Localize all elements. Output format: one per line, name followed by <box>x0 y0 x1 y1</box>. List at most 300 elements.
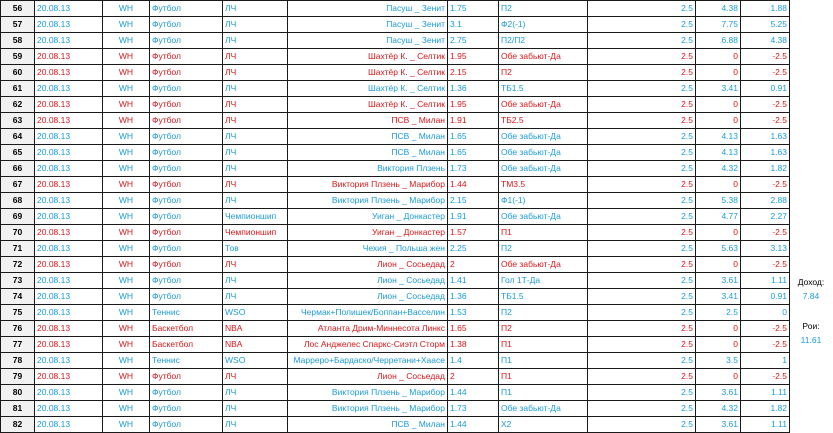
cell-bet[interactable]: П1 <box>499 369 588 385</box>
cell-stake[interactable]: 2.5 <box>588 177 696 193</box>
cell-match[interactable]: Чехия _ Польша жен <box>288 241 448 257</box>
cell-date[interactable]: 20.08.13 <box>35 113 103 129</box>
cell-odds[interactable]: 1.53 <box>448 305 499 321</box>
cell-sport[interactable]: Теннис <box>150 353 223 369</box>
cell-sport[interactable]: Футбол <box>150 1 223 17</box>
cell-profit[interactable]: 1.82 <box>741 161 790 177</box>
cell-date[interactable]: 20.08.13 <box>35 145 103 161</box>
row-number[interactable]: 79 <box>1 369 35 385</box>
cell-result[interactable]: 0 <box>696 97 741 113</box>
cell-bookmaker[interactable]: WH <box>103 257 150 273</box>
cell-profit[interactable]: 0 <box>741 305 790 321</box>
cell-match[interactable]: ПСВ _ Милан <box>288 145 448 161</box>
cell-stake[interactable]: 2.5 <box>588 193 696 209</box>
cell-odds[interactable]: 2 <box>448 369 499 385</box>
cell-profit[interactable]: 1.63 <box>741 129 790 145</box>
cell-match[interactable]: ПСВ _ Милан <box>288 113 448 129</box>
cell-date[interactable]: 20.08.13 <box>35 385 103 401</box>
cell-league[interactable]: ЛЧ <box>223 33 288 49</box>
cell-odds[interactable]: 1.65 <box>448 129 499 145</box>
cell-odds[interactable]: 2.25 <box>448 241 499 257</box>
cell-stake[interactable]: 2.5 <box>588 17 696 33</box>
cell-profit[interactable]: 2.27 <box>741 209 790 225</box>
cell-odds[interactable]: 1.75 <box>448 1 499 17</box>
cell-profit[interactable]: 5.25 <box>741 17 790 33</box>
cell-bookmaker[interactable]: WH <box>103 129 150 145</box>
cell-league[interactable]: ЛЧ <box>223 289 288 305</box>
cell-profit[interactable]: 3.13 <box>741 241 790 257</box>
cell-bet[interactable]: Ф2(-1) <box>499 17 588 33</box>
cell-date[interactable]: 20.08.13 <box>35 289 103 305</box>
cell-odds[interactable]: 1.91 <box>448 113 499 129</box>
cell-bet[interactable]: Обе забьют-Да <box>499 257 588 273</box>
cell-match[interactable]: Уиган _ Донкастер <box>288 225 448 241</box>
cell-profit[interactable]: -2.5 <box>741 257 790 273</box>
cell-league[interactable]: NBA <box>223 337 288 353</box>
cell-stake[interactable]: 2.5 <box>588 401 696 417</box>
cell-date[interactable]: 20.08.13 <box>35 81 103 97</box>
cell-league[interactable]: ЛЧ <box>223 161 288 177</box>
cell-match[interactable]: Шахтёр К. _ Селтик <box>288 81 448 97</box>
cell-league[interactable]: ЛЧ <box>223 369 288 385</box>
cell-stake[interactable]: 2.5 <box>588 417 696 433</box>
cell-stake[interactable]: 2.5 <box>588 353 696 369</box>
cell-sport[interactable]: Футбол <box>150 113 223 129</box>
cell-match[interactable]: Лион _ Сосьедад <box>288 273 448 289</box>
cell-match[interactable]: ПСВ _ Милан <box>288 129 448 145</box>
cell-odds[interactable]: 1.36 <box>448 81 499 97</box>
cell-match[interactable]: Виктория Плзень _ Марибор <box>288 385 448 401</box>
cell-sport[interactable]: Футбол <box>150 289 223 305</box>
cell-odds[interactable]: 1.57 <box>448 225 499 241</box>
cell-bookmaker[interactable]: WH <box>103 177 150 193</box>
row-number[interactable]: 56 <box>1 1 35 17</box>
cell-result[interactable]: 3.5 <box>696 353 741 369</box>
cell-stake[interactable]: 2.5 <box>588 337 696 353</box>
cell-bet[interactable]: Х2 <box>499 417 588 433</box>
cell-bookmaker[interactable]: WH <box>103 369 150 385</box>
cell-bet[interactable]: П2 <box>499 65 588 81</box>
cell-date[interactable]: 20.08.13 <box>35 209 103 225</box>
cell-result[interactable]: 3.41 <box>696 81 741 97</box>
cell-date[interactable]: 20.08.13 <box>35 225 103 241</box>
cell-sport[interactable]: Баскетбол <box>150 337 223 353</box>
cell-result[interactable]: 0 <box>696 49 741 65</box>
cell-profit[interactable]: 1.11 <box>741 417 790 433</box>
cell-stake[interactable]: 2.5 <box>588 49 696 65</box>
row-number[interactable]: 70 <box>1 225 35 241</box>
cell-date[interactable]: 20.08.13 <box>35 337 103 353</box>
cell-league[interactable]: ЛЧ <box>223 273 288 289</box>
cell-bookmaker[interactable]: WH <box>103 209 150 225</box>
cell-bookmaker[interactable]: WH <box>103 33 150 49</box>
cell-date[interactable]: 20.08.13 <box>35 417 103 433</box>
cell-result[interactable]: 4.32 <box>696 161 741 177</box>
cell-league[interactable]: ЛЧ <box>223 177 288 193</box>
cell-league[interactable]: ЛЧ <box>223 1 288 17</box>
cell-bookmaker[interactable]: WH <box>103 145 150 161</box>
cell-stake[interactable]: 2.5 <box>588 145 696 161</box>
cell-bookmaker[interactable]: WH <box>103 337 150 353</box>
cell-league[interactable]: ЛЧ <box>223 193 288 209</box>
cell-result[interactable]: 4.13 <box>696 129 741 145</box>
cell-league[interactable]: ЛЧ <box>223 49 288 65</box>
cell-bet[interactable]: П2 <box>499 305 588 321</box>
cell-date[interactable]: 20.08.13 <box>35 97 103 113</box>
cell-bet[interactable]: Обе забьют-Да <box>499 129 588 145</box>
cell-bet[interactable]: ТБ1.5 <box>499 289 588 305</box>
cell-bookmaker[interactable]: WH <box>103 193 150 209</box>
cell-profit[interactable]: 1 <box>741 353 790 369</box>
cell-sport[interactable]: Футбол <box>150 177 223 193</box>
cell-profit[interactable]: -2.5 <box>741 113 790 129</box>
cell-stake[interactable]: 2.5 <box>588 1 696 17</box>
cell-bookmaker[interactable]: WH <box>103 17 150 33</box>
cell-result[interactable]: 3.61 <box>696 385 741 401</box>
cell-bet[interactable]: Обе забьют-Да <box>499 97 588 113</box>
cell-league[interactable]: ЛЧ <box>223 65 288 81</box>
cell-league[interactable]: ЛЧ <box>223 417 288 433</box>
cell-bet[interactable]: П2 <box>499 241 588 257</box>
cell-sport[interactable]: Футбол <box>150 273 223 289</box>
cell-result[interactable]: 5.63 <box>696 241 741 257</box>
row-number[interactable]: 59 <box>1 49 35 65</box>
cell-bet[interactable]: Обе забьют-Да <box>499 209 588 225</box>
cell-result[interactable]: 3.61 <box>696 417 741 433</box>
cell-match[interactable]: Лион _ Сосьедад <box>288 369 448 385</box>
cell-result[interactable]: 5.38 <box>696 193 741 209</box>
cell-odds[interactable]: 1.65 <box>448 145 499 161</box>
cell-bookmaker[interactable]: WH <box>103 289 150 305</box>
cell-result[interactable]: 7.75 <box>696 17 741 33</box>
cell-profit[interactable]: -2.5 <box>741 337 790 353</box>
cell-bookmaker[interactable]: WH <box>103 417 150 433</box>
cell-match[interactable]: Шахтёр К. _ Селтик <box>288 49 448 65</box>
cell-sport[interactable]: Футбол <box>150 417 223 433</box>
cell-result[interactable]: 3.41 <box>696 289 741 305</box>
cell-profit[interactable]: 2.88 <box>741 193 790 209</box>
cell-league[interactable]: ЛЧ <box>223 257 288 273</box>
cell-stake[interactable]: 2.5 <box>588 161 696 177</box>
cell-match[interactable]: Шахтёр К. _ Селтик <box>288 97 448 113</box>
cell-result[interactable]: 4.77 <box>696 209 741 225</box>
cell-profit[interactable]: 0.91 <box>741 289 790 305</box>
cell-result[interactable]: 6.88 <box>696 33 741 49</box>
row-number[interactable]: 74 <box>1 289 35 305</box>
cell-stake[interactable]: 2.5 <box>588 385 696 401</box>
cell-result[interactable]: 2.5 <box>696 305 741 321</box>
cell-league[interactable]: WSO <box>223 353 288 369</box>
row-number[interactable]: 80 <box>1 385 35 401</box>
income-value[interactable]: 7.84 <box>802 291 820 301</box>
cell-stake[interactable]: 2.5 <box>588 289 696 305</box>
cell-odds[interactable]: 1.73 <box>448 161 499 177</box>
cell-stake[interactable]: 2.5 <box>588 305 696 321</box>
cell-odds[interactable]: 1.44 <box>448 417 499 433</box>
roi-value[interactable]: 11.61 <box>800 335 822 345</box>
cell-sport[interactable]: Футбол <box>150 33 223 49</box>
cell-odds[interactable]: 1.95 <box>448 97 499 113</box>
cell-profit[interactable]: -2.5 <box>741 49 790 65</box>
cell-bookmaker[interactable]: WH <box>103 81 150 97</box>
cell-bet[interactable]: Обе забьют-Да <box>499 145 588 161</box>
cell-match[interactable]: Шахтёр К. _ Селтик <box>288 65 448 81</box>
cell-sport[interactable]: Футбол <box>150 401 223 417</box>
cell-profit[interactable]: -2.5 <box>741 65 790 81</box>
cell-date[interactable]: 20.08.13 <box>35 353 103 369</box>
row-number[interactable]: 62 <box>1 97 35 113</box>
cell-sport[interactable]: Футбол <box>150 209 223 225</box>
cell-sport[interactable]: Футбол <box>150 385 223 401</box>
cell-date[interactable]: 20.08.13 <box>35 321 103 337</box>
cell-sport[interactable]: Футбол <box>150 161 223 177</box>
cell-result[interactable]: 0 <box>696 113 741 129</box>
row-number[interactable]: 63 <box>1 113 35 129</box>
cell-league[interactable]: Тов <box>223 241 288 257</box>
row-number[interactable]: 78 <box>1 353 35 369</box>
cell-stake[interactable]: 2.5 <box>588 97 696 113</box>
cell-sport[interactable]: Футбол <box>150 369 223 385</box>
cell-odds[interactable]: 1.73 <box>448 401 499 417</box>
cell-league[interactable]: ЛЧ <box>223 129 288 145</box>
cell-league[interactable]: ЛЧ <box>223 385 288 401</box>
cell-date[interactable]: 20.08.13 <box>35 33 103 49</box>
cell-league[interactable]: Чемпионшип <box>223 209 288 225</box>
cell-stake[interactable]: 2.5 <box>588 113 696 129</box>
cell-bet[interactable]: Ф1(-1) <box>499 193 588 209</box>
cell-bookmaker[interactable]: WH <box>103 353 150 369</box>
cell-odds[interactable]: 1.91 <box>448 209 499 225</box>
cell-match[interactable]: Атланта Дрим-Миннесота Линкс <box>288 321 448 337</box>
cell-result[interactable]: 3.61 <box>696 273 741 289</box>
cell-profit[interactable]: -2.5 <box>741 369 790 385</box>
cell-profit[interactable]: 1.82 <box>741 401 790 417</box>
cell-result[interactable]: 0 <box>696 369 741 385</box>
cell-bet[interactable]: П1 <box>499 385 588 401</box>
cell-match[interactable]: Пасуш _ Зенит <box>288 1 448 17</box>
cell-date[interactable]: 20.08.13 <box>35 177 103 193</box>
cell-result[interactable]: 4.38 <box>696 1 741 17</box>
cell-profit[interactable]: 4.38 <box>741 33 790 49</box>
row-number[interactable]: 64 <box>1 129 35 145</box>
cell-stake[interactable]: 2.5 <box>588 209 696 225</box>
cell-result[interactable]: 0 <box>696 337 741 353</box>
cell-bet[interactable]: П2/П2 <box>499 33 588 49</box>
row-number[interactable]: 72 <box>1 257 35 273</box>
row-number[interactable]: 75 <box>1 305 35 321</box>
cell-odds[interactable]: 2.15 <box>448 65 499 81</box>
cell-odds[interactable]: 1.4 <box>448 353 499 369</box>
cell-profit[interactable]: 1.63 <box>741 145 790 161</box>
cell-date[interactable]: 20.08.13 <box>35 401 103 417</box>
cell-date[interactable]: 20.08.13 <box>35 273 103 289</box>
cell-sport[interactable]: Футбол <box>150 145 223 161</box>
cell-match[interactable]: Пасуш _ Зенит <box>288 17 448 33</box>
cell-stake[interactable]: 2.5 <box>588 369 696 385</box>
cell-stake[interactable]: 2.5 <box>588 257 696 273</box>
cell-bet[interactable]: ТБ2.5 <box>499 113 588 129</box>
cell-date[interactable]: 20.08.13 <box>35 129 103 145</box>
cell-date[interactable]: 20.08.13 <box>35 305 103 321</box>
cell-sport[interactable]: Футбол <box>150 49 223 65</box>
cell-result[interactable]: 0 <box>696 65 741 81</box>
cell-bet[interactable]: П2 <box>499 321 588 337</box>
cell-match[interactable]: Лион _ Сосьедад <box>288 289 448 305</box>
cell-bookmaker[interactable]: WH <box>103 241 150 257</box>
cell-bookmaker[interactable]: WH <box>103 321 150 337</box>
cell-odds[interactable]: 3.1 <box>448 17 499 33</box>
cell-match[interactable]: Виктория Плзень _ Марибор <box>288 401 448 417</box>
row-number[interactable]: 67 <box>1 177 35 193</box>
cell-stake[interactable]: 2.5 <box>588 241 696 257</box>
cell-result[interactable]: 0 <box>696 257 741 273</box>
cell-odds[interactable]: 2.15 <box>448 193 499 209</box>
cell-league[interactable]: Чемпионшип <box>223 225 288 241</box>
cell-league[interactable]: NBA <box>223 321 288 337</box>
cell-match[interactable]: ПСВ _ Милан <box>288 417 448 433</box>
cell-odds[interactable]: 1.65 <box>448 321 499 337</box>
cell-profit[interactable]: -2.5 <box>741 177 790 193</box>
cell-result[interactable]: 0 <box>696 321 741 337</box>
row-number[interactable]: 58 <box>1 33 35 49</box>
cell-bet[interactable]: Обе забьют-Да <box>499 49 588 65</box>
cell-bookmaker[interactable]: WH <box>103 401 150 417</box>
cell-bookmaker[interactable]: WH <box>103 65 150 81</box>
cell-match[interactable]: Виктория Плзень <box>288 161 448 177</box>
row-number[interactable]: 77 <box>1 337 35 353</box>
cell-league[interactable]: WSO <box>223 305 288 321</box>
cell-profit[interactable]: 1.11 <box>741 385 790 401</box>
cell-stake[interactable]: 2.5 <box>588 33 696 49</box>
row-number[interactable]: 57 <box>1 17 35 33</box>
cell-bookmaker[interactable]: WH <box>103 97 150 113</box>
cell-stake[interactable]: 2.5 <box>588 273 696 289</box>
cell-date[interactable]: 20.08.13 <box>35 241 103 257</box>
cell-sport[interactable]: Футбол <box>150 257 223 273</box>
cell-bookmaker[interactable]: WH <box>103 385 150 401</box>
row-number[interactable]: 69 <box>1 209 35 225</box>
cell-stake[interactable]: 2.5 <box>588 225 696 241</box>
cell-date[interactable]: 20.08.13 <box>35 65 103 81</box>
row-number[interactable]: 71 <box>1 241 35 257</box>
cell-odds[interactable]: 1.44 <box>448 385 499 401</box>
cell-bookmaker[interactable]: WH <box>103 161 150 177</box>
cell-odds[interactable]: 1.36 <box>448 289 499 305</box>
cell-bet[interactable]: Гол 1Т-Да <box>499 273 588 289</box>
cell-match[interactable]: Пасуш _ Зенит <box>288 33 448 49</box>
row-number[interactable]: 73 <box>1 273 35 289</box>
cell-bet[interactable]: П1 <box>499 337 588 353</box>
cell-sport[interactable]: Теннис <box>150 305 223 321</box>
cell-date[interactable]: 20.08.13 <box>35 49 103 65</box>
row-number[interactable]: 65 <box>1 145 35 161</box>
cell-result[interactable]: 4.13 <box>696 145 741 161</box>
cell-match[interactable]: Лос Анджелес Спаркс-Сиэтл Сторм <box>288 337 448 353</box>
cell-profit[interactable]: 1.11 <box>741 273 790 289</box>
cell-result[interactable]: 4.32 <box>696 401 741 417</box>
cell-league[interactable]: ЛЧ <box>223 97 288 113</box>
cell-bookmaker[interactable]: WH <box>103 49 150 65</box>
cell-odds[interactable]: 1.95 <box>448 49 499 65</box>
cell-bet[interactable]: Обе забьют-Да <box>499 161 588 177</box>
cell-odds[interactable]: 1.41 <box>448 273 499 289</box>
cell-match[interactable]: Виктория Плзень _ Марибор <box>288 177 448 193</box>
cell-match[interactable]: Марреро+Бардаско/Черретани+Хаасе <box>288 353 448 369</box>
cell-result[interactable]: 0 <box>696 225 741 241</box>
cell-odds[interactable]: 2 <box>448 257 499 273</box>
cell-bet[interactable]: Обе забьют-Да <box>499 401 588 417</box>
row-number[interactable]: 82 <box>1 417 35 433</box>
cell-bookmaker[interactable]: WH <box>103 1 150 17</box>
cell-profit[interactable]: -2.5 <box>741 97 790 113</box>
row-number[interactable]: 60 <box>1 65 35 81</box>
cell-bet[interactable]: ТБ1.5 <box>499 81 588 97</box>
cell-stake[interactable]: 2.5 <box>588 321 696 337</box>
cell-match[interactable]: Виктория Плзень _ Марибор <box>288 193 448 209</box>
cell-league[interactable]: ЛЧ <box>223 81 288 97</box>
cell-stake[interactable]: 2.5 <box>588 81 696 97</box>
cell-date[interactable]: 20.08.13 <box>35 1 103 17</box>
cell-odds[interactable]: 1.44 <box>448 177 499 193</box>
cell-bet[interactable]: П1 <box>499 225 588 241</box>
cell-stake[interactable]: 2.5 <box>588 65 696 81</box>
cell-sport[interactable]: Футбол <box>150 225 223 241</box>
cell-bookmaker[interactable]: WH <box>103 113 150 129</box>
cell-date[interactable]: 20.08.13 <box>35 257 103 273</box>
cell-league[interactable]: ЛЧ <box>223 17 288 33</box>
cell-sport[interactable]: Футбол <box>150 241 223 257</box>
cell-bet[interactable]: П2 <box>499 1 588 17</box>
cell-date[interactable]: 20.08.13 <box>35 193 103 209</box>
cell-profit[interactable]: 1.88 <box>741 1 790 17</box>
table-row <box>1 81 790 97</box>
cell-match[interactable]: Лион _ Сосьедад <box>288 257 448 273</box>
cell-sport[interactable]: Футбол <box>150 81 223 97</box>
cell-odds[interactable]: 1.38 <box>448 337 499 353</box>
cell-odds[interactable]: 2.75 <box>448 33 499 49</box>
cell-profit[interactable]: -2.5 <box>741 225 790 241</box>
cell-sport[interactable]: Футбол <box>150 65 223 81</box>
row-number[interactable]: 76 <box>1 321 35 337</box>
cell-bet[interactable]: П1 <box>499 353 588 369</box>
cell-sport[interactable]: Футбол <box>150 97 223 113</box>
row-number[interactable]: 81 <box>1 401 35 417</box>
cell-profit[interactable]: 0.91 <box>741 81 790 97</box>
cell-stake[interactable]: 2.5 <box>588 129 696 145</box>
cell-bookmaker[interactable]: WH <box>103 273 150 289</box>
cell-league[interactable]: ЛЧ <box>223 401 288 417</box>
row-number[interactable]: 66 <box>1 161 35 177</box>
cell-league[interactable]: ЛЧ <box>223 145 288 161</box>
cell-profit[interactable]: -2.5 <box>741 321 790 337</box>
cell-league[interactable]: ЛЧ <box>223 113 288 129</box>
cell-sport[interactable]: Футбол <box>150 17 223 33</box>
cell-sport[interactable]: Футбол <box>150 129 223 145</box>
cell-match[interactable]: Уиган _ Донкастер <box>288 209 448 225</box>
cell-match[interactable]: Чермак+Полишек/Боппан+Васселин <box>288 305 448 321</box>
cell-bookmaker[interactable]: WH <box>103 305 150 321</box>
cell-date[interactable]: 20.08.13 <box>35 17 103 33</box>
row-number[interactable]: 68 <box>1 193 35 209</box>
cell-bookmaker[interactable]: WH <box>103 225 150 241</box>
cell-date[interactable]: 20.08.13 <box>35 369 103 385</box>
cell-date[interactable]: 20.08.13 <box>35 161 103 177</box>
cell-result[interactable]: 0 <box>696 177 741 193</box>
row-number[interactable]: 61 <box>1 81 35 97</box>
cell-bet[interactable]: ТМ3.5 <box>499 177 588 193</box>
cell-sport[interactable]: Футбол <box>150 193 223 209</box>
cell-sport[interactable]: Баскетбол <box>150 321 223 337</box>
